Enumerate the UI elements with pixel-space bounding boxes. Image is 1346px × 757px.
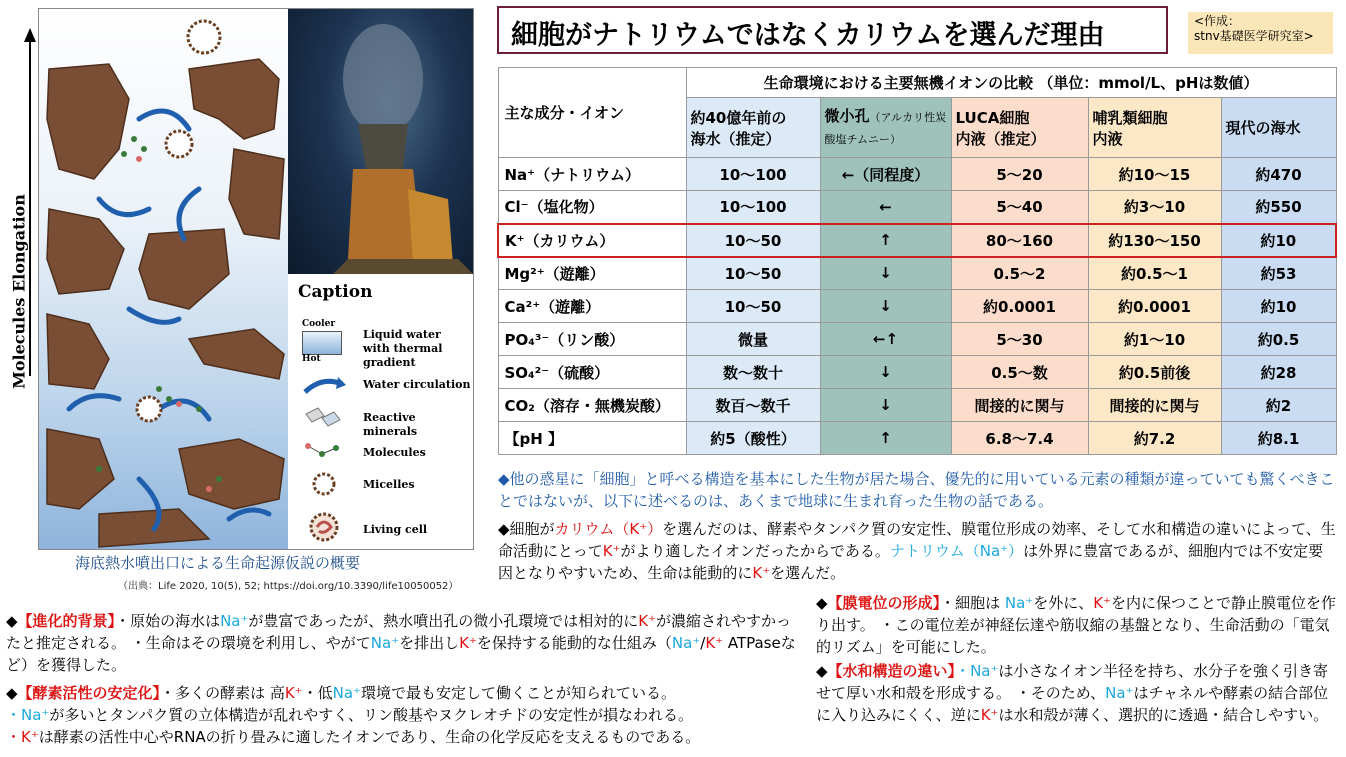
text: ・原始の海水は [115,612,221,630]
table-cell: 80～160 [951,224,1088,257]
row-label: PO₄³⁻（リン酸） [498,323,686,356]
row-label: 【pH 】 [498,422,686,455]
table-cell: 約7.2 [1088,422,1221,455]
hydrothermal-vent-diagram [39,9,289,549]
table-row [498,422,1336,455]
legend-label-water: Water circulation [363,378,471,391]
col-header-micropore-sub: （アルカリ性炭酸塩チムニー） [824,110,947,146]
section-heading: 【水和構造の違い】 [827,662,956,680]
table-cell: 微量 [686,323,820,356]
table-cell: 約0.0001 [951,290,1088,323]
table-cell: 約470 [1221,158,1336,191]
rock [47,314,109,389]
text: / [700,634,706,652]
text: を保持する能動的な仕組み（ [476,634,672,652]
table-cell: 数～数十 [686,356,820,389]
table-cell: 10～100 [686,191,820,224]
text: はチャネルや酵素の結合部位に入り込みにくく、逆に [816,684,1329,724]
table-cell: 約130～150 [1088,224,1221,257]
rock [47,429,114,509]
text: が多いとタンパク質の立体構造が乱れやすく、リン酸基やヌクレオチドの安定性が損なわれる。 [49,706,693,724]
potassium-term: K⁺ [638,612,657,630]
table-cell: 約550 [1221,191,1336,224]
table-cell: 約10 [1221,290,1336,323]
legend-label-thermal: Liquid water with thermal gradient [363,328,443,369]
potassium-term: ・K⁺ [6,728,39,746]
table-cell: 約0.0001 [1088,290,1221,323]
table-cell: 5～30 [951,323,1088,356]
table-cell: 10～50 [686,290,820,323]
row-label: CO₂（溶存・無機炭酸） [498,389,686,422]
micelles-icon [310,470,338,498]
figure-legend [288,274,473,549]
table-cell: 約10 [1221,224,1336,257]
cooler-label: Cooler [302,319,336,329]
text: を選んだのは、酵素やタンパク質の安定性、膜電位形成の効率、そして水和構造の違いによって、生命活動にとって [498,520,1336,560]
table-cell: 約0.5～1 [1088,257,1221,290]
table-cell: 約1～10 [1088,323,1221,356]
sodium-term: Na⁺ [332,684,361,702]
rock [47,209,124,294]
figure-source: （出典：Life 2020, 10(5), 52; https://doi.org/10.3390/life10050052） [118,581,459,592]
row-label: Cl⁻（塩化物） [498,191,686,224]
table-row [498,290,1336,323]
section-heading: 【酵素活性の安定化】 [17,684,161,702]
text: を外に、 [1033,594,1094,612]
thermal-gradient-swatch [302,331,342,355]
col-header-micropore [820,98,951,158]
living-cell-icon [308,511,340,543]
note-other-planets: ◆他の惑星に「細胞」と呼べる構造を基本にした生物が居た場合、優先的に用いている元素の種類が違っていても驚くべきことではないが、以下に述べるのは、あくまで地球に生まれ育った生物の話である。 [498,470,1335,510]
table-cell: 間接的に関与 [951,389,1088,422]
table-row-highlight-potassium [498,224,1336,257]
table-row [498,158,1336,191]
text: を選んだ。 [770,564,846,582]
axis-label: Molecules Elongation [9,194,29,389]
section-membrane-potential: ◆【膜電位の形成】・細胞は Na⁺を外に、K⁺を内に保つことで静止膜電位を作り出す。 ・この電位差が神経伝達や筋収縮の基盤となり、生命活動の「電気的リズム」を可能にした。 [816,594,1336,656]
table-corner: 主な成分・イオン [498,68,686,158]
table-cell: 0.5～2 [951,257,1088,290]
col-header-mammal: 哺乳類細胞 内液 [1088,98,1221,158]
table-cell: ↓ [820,389,951,422]
rock [179,439,284,509]
section-heading: 【進化的背景】 [17,612,116,630]
section-heading: 【膜電位の形成】 [827,594,941,612]
table-cell: 数百～数千 [686,389,820,422]
row-label: SO₄²⁻（硫酸） [498,356,686,389]
col-header-modern-sea: 現代の海水 [1221,98,1336,158]
row-label: Mg²⁺（遊離） [498,257,686,290]
reactive-minerals-icon [304,406,344,430]
table-cell: 約3～10 [1088,191,1221,224]
potassium-term: K⁺ [459,634,477,652]
row-label: K⁺（カリウム） [498,224,686,257]
sodium-term: ・Na⁺ [955,662,999,680]
table-row [498,257,1336,290]
text: は水和殻が薄く、選択的に透過・結合しやすい。 [998,706,1329,724]
table-cell: 約0.5前後 [1088,356,1221,389]
potassium-term: K⁺ [1093,594,1111,612]
table-cell: ↑ [820,224,951,257]
legend-label-cell: Living cell [363,523,428,536]
water-circulation-icon [302,374,347,396]
rock [229,149,284,239]
text: ・細胞は [940,594,1005,612]
row-label: Ca²⁺（遊離） [498,290,686,323]
legend-label-molecules: Molecules [363,446,426,459]
table-row [498,389,1336,422]
sodium-term: ナトリウム（Na⁺） [889,542,1024,560]
text: が濃縮されやすかったと推定される。 ・生命はその環境を利用し、やがて [6,612,792,652]
table-cell: 0.5～数 [951,356,1088,389]
rock [47,64,129,179]
origin-of-life-figure [38,8,474,550]
table-cell: 約0.5 [1221,323,1336,356]
text: を内に保つことで静止膜電位を作り出す。 ・この電位差が神経伝達や筋収縮の基盤となり、生命活動の「電気的リズム」を可能にした。 [816,594,1336,656]
legend-label-micelles: Micelles [363,478,415,491]
text: が豊富であったが、熱水噴出孔の微小孔環境では相対的に [248,612,639,630]
table-cell: 約28 [1221,356,1336,389]
table-cell: 6.8～7.4 [951,422,1088,455]
potassium-term: K⁺ [284,684,303,702]
text: ・低 [302,684,333,702]
text: ◆細胞が [498,520,555,538]
molecules-icon [304,440,344,462]
text: は外界に豊富であるが、細胞内では不安定要因となりやすいため、生命は能動的に [498,542,1324,582]
table-cell: 約53 [1221,257,1336,290]
text: を排出し [399,634,460,652]
note-why-potassium [498,518,1338,584]
table-cell: ↑ [820,422,951,455]
potassium-term: K⁺ [602,542,621,560]
col-header-ancient-sea: 約40億年前の 海水（推定） [686,98,820,158]
table-cell: 10～100 [686,158,820,191]
table-cell: ↓ [820,257,951,290]
legend-title: Caption [298,282,373,302]
table-cell: 10～50 [686,224,820,257]
sodium-term: ・Na⁺ [6,706,50,724]
figure-caption: 海底熱水噴出口による生命起源仮説の概要 [75,554,361,572]
potassium-term: K⁺ [705,634,724,652]
sodium-term: Na⁺ [1105,684,1134,702]
page-title: 細胞がナトリウムではなくカリウムを選んだ理由 [511,20,1105,51]
table-cell: 約5（酸性） [686,422,820,455]
hydrothermal-vent-photo [288,9,473,274]
table-group-header: 生命環境における主要無機イオンの比較 （単位：mmol/L、pHは数値） [686,68,1336,98]
legend-label-minerals: Reactive minerals [363,411,418,438]
table-cell: 約10～15 [1088,158,1221,191]
potassium-term: K⁺ [980,706,999,724]
table-row [498,356,1336,389]
table-cell: ↓ [820,356,951,389]
section-evolutionary-background: ◆【進化的背景】・原始の海水はNa⁺が豊富であったが、熱水噴出孔の微小孔環境では相対的にK⁺が濃縮されやすかったと推定される。 ・生命はその環境を利用し、やがてNa⁺を排出しK⁺を保持する能動的な仕組み（Na⁺/K⁺ ATPaseなど）を獲得した。 [6,612,796,674]
col-header-luca: LUCA細胞 内液（推定） [951,98,1088,158]
text: は酵素の活性中心やRNAの折り畳みに適したイオンであり、生命の化学反応を支えるものである。 [38,728,701,746]
table-cell: 約8.1 [1221,422,1336,455]
table-cell: ← [820,191,951,224]
table-cell: ←↑ [820,323,951,356]
row-label: Na⁺（ナトリウム） [498,158,686,191]
text: ATPaseなど）を獲得した。 [6,634,796,674]
table-cell: ↓ [820,290,951,323]
rock [189,59,279,139]
potassium-term: カリウム（K⁺） [554,520,663,538]
potassium-term: K⁺ [752,564,771,582]
sodium-term: Na⁺ [671,634,701,652]
text: 環境で最も安定して働くことが知られている。 [360,684,676,702]
text: は小さなイオン半径を持ち、水分子を強く引き寄せて厚い水和殻を形成する。 ・そのため、 [816,662,1328,702]
col-header-micropore-main: 微小孔 [824,106,870,125]
text: がより適したイオンだったからである。 [620,542,890,560]
rock [189,329,284,379]
section-enzyme-stability: ◆【酵素活性の安定化】・多くの酵素は 高K⁺・低Na⁺環境で最も安定して働くことが知られている。 ・Na⁺が多いとタンパク質の立体構造が乱れやすく、リン酸基やヌクレオチドの安定性が損なわれる。 ・K⁺は酵素の活性中心やRNAの折り畳みに適したイオンであり、生命の化学反応を支えるものである。 [6,684,701,746]
title-box [497,6,1168,54]
text: ・多くの酵素は 高 [160,684,285,702]
table-row [498,323,1336,356]
sodium-term: Na⁺ [1004,594,1034,612]
table-cell: 5～40 [951,191,1088,224]
table-cell: 10～50 [686,257,820,290]
table-cell: 5～20 [951,158,1088,191]
section-hydration-structure: ◆【水和構造の違い】・Na⁺は小さなイオン半径を持ち、水分子を強く引き寄せて厚い水和殻を形成する。 ・そのため、Na⁺はチャネルや酵素の結合部位に入り込みにくく、逆にK⁺は水和殻が薄く、選択的に透過・結合しやすい。 [816,662,1329,724]
table-cell: 約2 [1221,389,1336,422]
sodium-term: Na⁺ [220,612,249,630]
table-cell: 間接的に関与 [1088,389,1221,422]
ion-comparison-table [497,67,1337,455]
author-badge: <作成： stnv基礎医学研究室> [1188,12,1333,54]
table-row [498,191,1336,224]
hot-label: Hot [302,354,321,364]
sodium-term: Na⁺ [370,634,400,652]
table-cell: ←（同程度） [820,158,951,191]
